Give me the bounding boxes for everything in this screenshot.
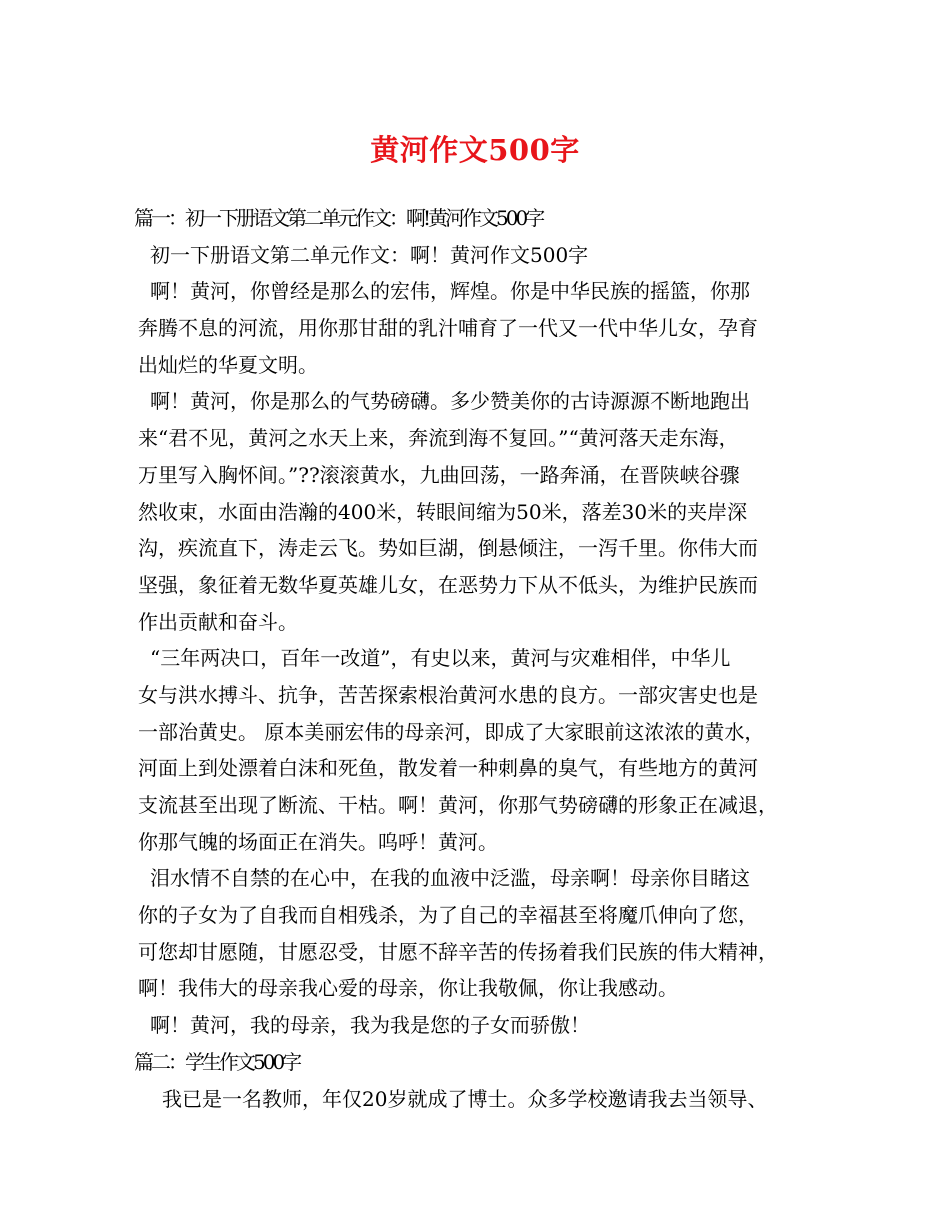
section-heading: 篇二：学生作文500字 xyxy=(134,1049,300,1074)
paragraph-line: 女与洪水搏斗、抗争，苦苦探索根治黄河水患的良方。一部灾害史也是 xyxy=(138,682,758,707)
paragraph-line: 沟，疾流直下，涛走云飞。势如巨湖，倒悬倾注，一泻千里。你伟大而 xyxy=(138,536,758,561)
paragraph-line: 可您却甘愿随，甘愿忍受，甘愿不辞辛苦的传扬着我们民族的伟大精神， xyxy=(138,939,778,964)
section-heading: 篇一：初一下册语文第二单元作文：啊!黄河作文500字 xyxy=(134,206,543,230)
paragraph-line: 河面上到处漂着白沫和死鱼，散发着一种刺鼻的臭气，有些地方的黄河 xyxy=(138,756,758,781)
document-body xyxy=(134,200,818,1117)
paragraph-line: 啊！黄河，你是那么的气势磅礴。多少赞美你的古诗源源不断地跑出 xyxy=(150,389,750,414)
paragraph-line: 万里写入胸怀间。”??滚滚黄水，九曲回荡，一路奔涌，在晋陕峡谷骤 xyxy=(138,462,740,487)
paragraph-line: 啊！我伟大的母亲我心爱的母亲，你让我敬佩，你让我感动。 xyxy=(138,976,678,1001)
paragraph-line: 你那气魄的场面正在消失。呜呼！黄河。 xyxy=(138,829,498,854)
paragraph-line: “三年两决口，百年一改道”，有史以来，黄河与灾难相伴，中华儿 xyxy=(150,646,731,671)
paragraph-line: 啊！黄河，我的母亲，我为我是您的子女而骄傲！ xyxy=(150,1013,590,1038)
paragraph-line: 作出贡献和奋斗。 xyxy=(138,609,298,634)
paragraph-line: 啊！黄河，你曾经是那么的宏伟，辉煌。你是中华民族的摇篮，你那 xyxy=(150,279,750,304)
subtitle-line: 初一下册语文第二单元作文：啊！黄河作文500字 xyxy=(150,242,589,267)
paragraph-line: 泪水情不自禁的在心中，在我的血液中泛滥，母亲啊！母亲你目睹这 xyxy=(150,866,750,891)
paragraph-line: 然收束，水面由浩瀚的400米，转眼间缩为50米，落差30米的夹岸深 xyxy=(138,499,748,524)
paragraph-line: 一部治黄史。 原本美丽宏伟的母亲河，即成了大家眼前这浓浓的黄水， xyxy=(138,719,765,744)
paragraph-line: 我已是一名教师，年仅20岁就成了博士。众多学校邀请我去当领导、 xyxy=(162,1086,768,1111)
paragraph-line: 奔腾不息的河流，用你那甘甜的乳汁哺育了一代又一代中华儿女，孕育 xyxy=(138,316,758,341)
paragraph-line: 坚强，象征着无数华夏英雄儿女，在恶势力下从不低头，为维护民族而 xyxy=(138,572,758,597)
document-title: 黄河作文500字 xyxy=(370,133,580,167)
paragraph-line: 来“君不见，黄河之水天上来，奔流到海不复回。”“黄河落天走东海， xyxy=(138,426,739,451)
paragraph-line: 你的子女为了自我而自相残杀，为了自己的幸福甚至将魔爪伸向了您， xyxy=(138,903,758,928)
paragraph-line: 支流甚至出现了断流、干枯。啊！黄河，你那气势磅礴的形象正在减退， xyxy=(138,793,778,817)
paragraph-line: 出灿烂的华夏文明。 xyxy=(138,352,318,377)
